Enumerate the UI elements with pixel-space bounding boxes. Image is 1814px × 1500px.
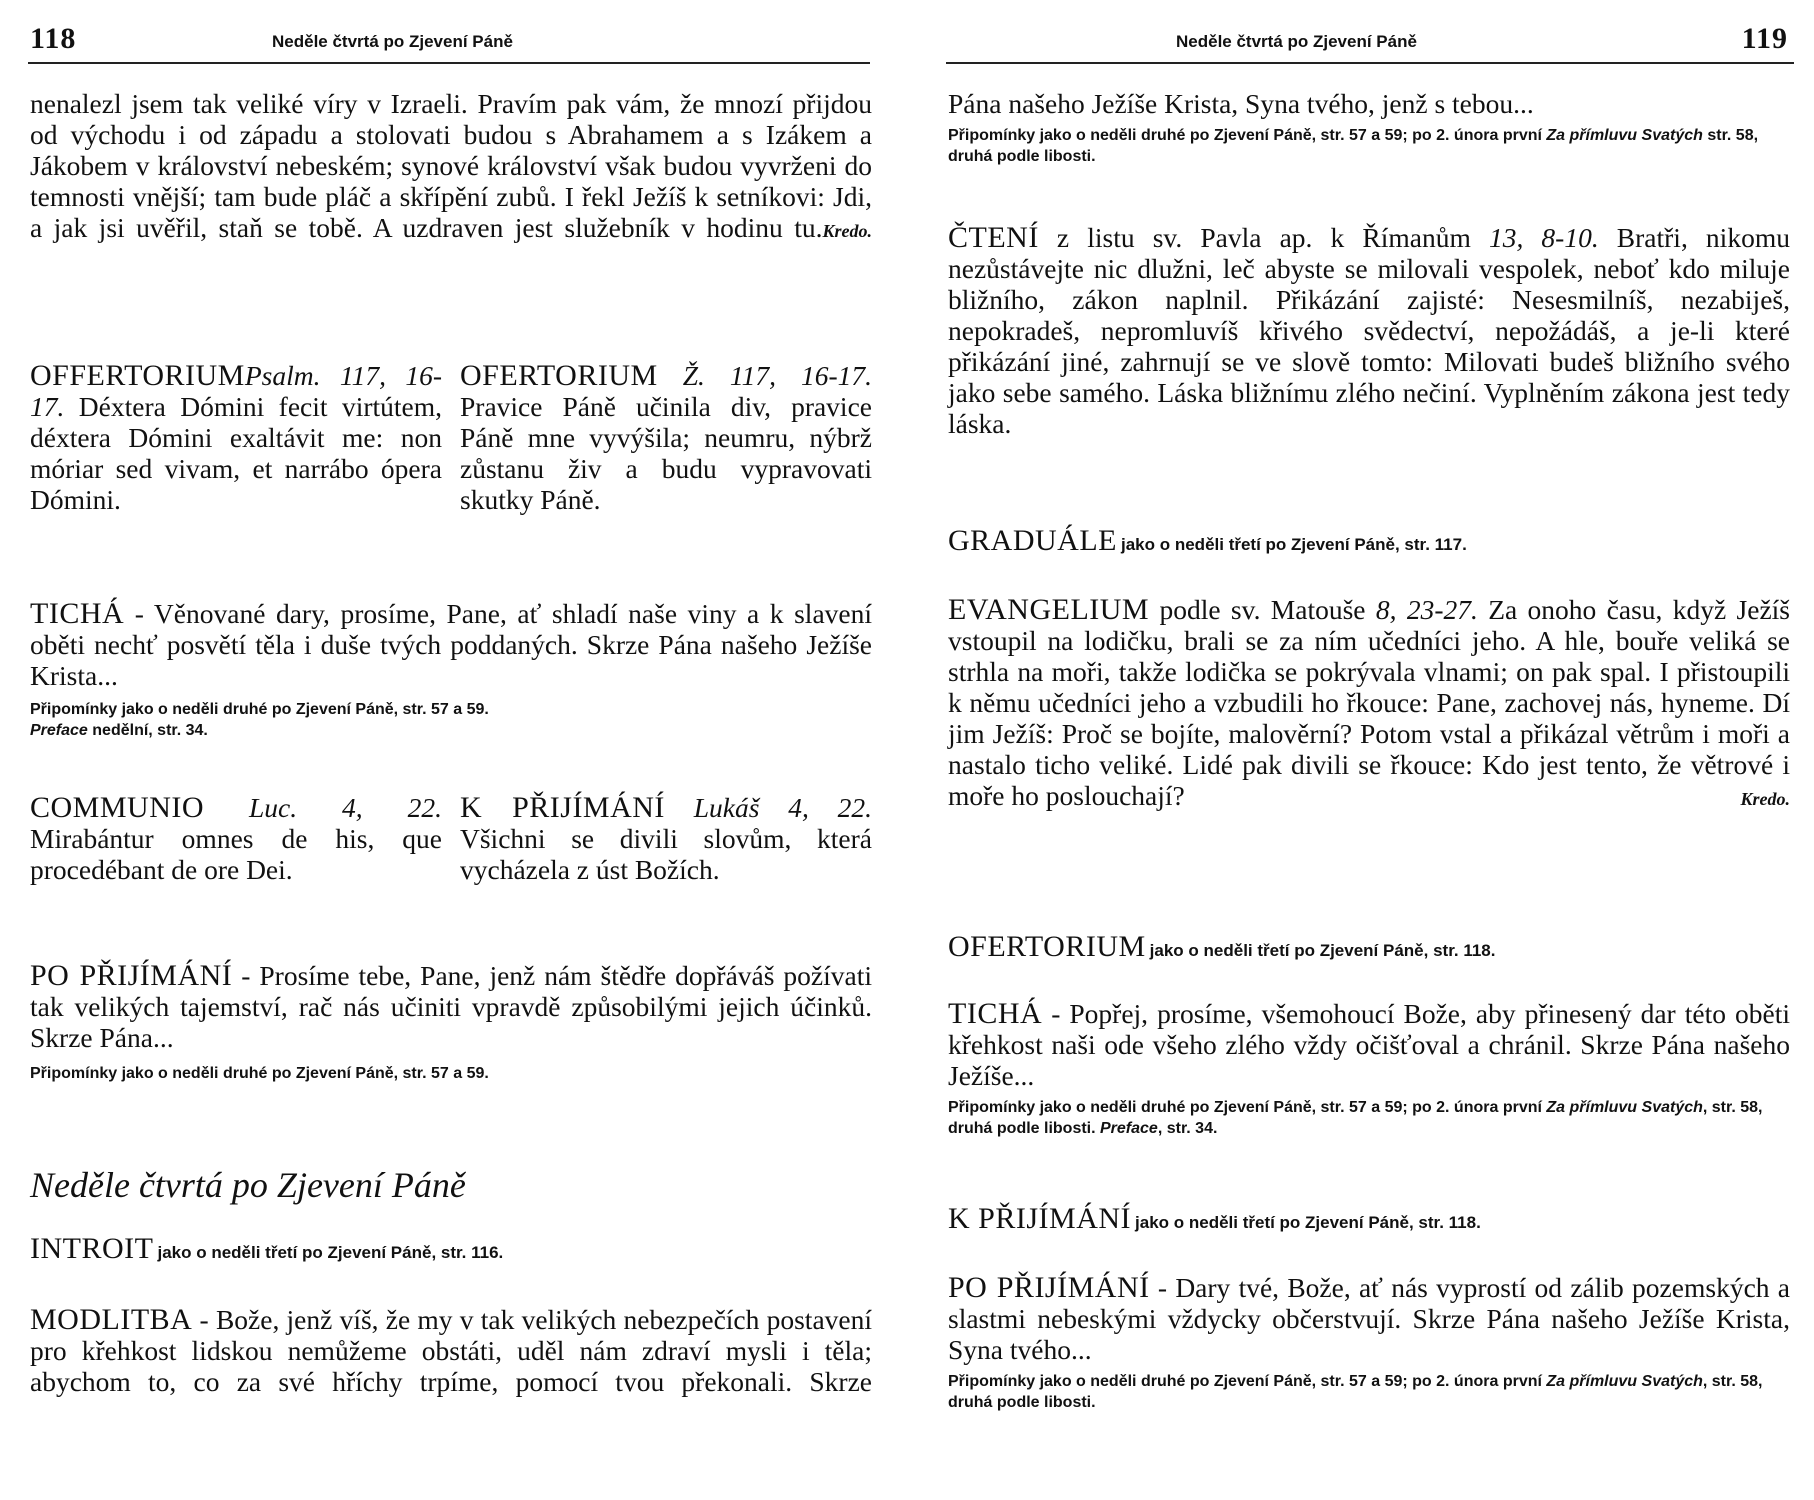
communio-czech-ref: Lukáš 4, 22.: [693, 792, 873, 823]
ticha-note-2: nedělní, str. 34.: [87, 722, 208, 739]
po-prijimani-lead: PO PŘIJÍMÁNÍ: [30, 959, 233, 992]
modlitba-note-b: str. 58, druhá podle libosti.: [948, 127, 1759, 165]
ticha-note-1: Připomínky jako o neděli druhé po Zjevení Páně, str. 57 a 59.: [30, 701, 489, 718]
communio-block: [30, 792, 872, 885]
po-prijimani-block: [948, 1272, 1790, 1413]
offertorium-czech-text: Pravice Páně učinila div, pravice Páně mne vyvýšila; neumru, nýbrž zůstanu živ a budu vypravovati skutky Páně.: [460, 391, 872, 515]
modlitba-text: - Bože, jenž víš, že my v tak velikých nebezpečích postavení pro křehkost lidskou nemůžeme obstáti, uděl nám zdraví mysli i těla; abychom to, co za své hříchy trpíme, pomocí tvou překonali. Skrze: [30, 1304, 872, 1397]
right-page: [914, 0, 1814, 1500]
cteni-ref: 13, 8-10.: [1488, 222, 1599, 253]
ticha-text: - Popřej, prosíme, všemohoucí Bože, aby přinesený dar této oběti křehkost naši ode všeho zlého vždy očišťoval a chránil. Skrze Pána našeho Ježíše...: [948, 998, 1790, 1091]
kredo-mark: Kredo.: [822, 221, 872, 241]
po-prijimani-text: - Prosíme tebe, Pane, jenž nám štědře dopřáváš požívati tak velikých tajemství, rač nás učiniti vpravdě způsobilými jejich účinků. Skrze Pána...: [30, 960, 872, 1053]
ticha-note-italic: Za přímluvu Svatých: [1546, 1099, 1703, 1116]
po-prijimani-note-italic: Za přímluvu Svatých: [1546, 1373, 1703, 1390]
offertorium-czech: [460, 360, 872, 515]
offertorium-latin-ref: Psalm. 117, 16-17.: [30, 360, 442, 422]
left-page: [0, 0, 900, 1500]
po-prijimani-text: - Dary tvé, Bože, ať nás vyprostí od zálib pozemských a slastmi nebeskými vždycky občerstvují. Skrze Pána našeho Ježíše Krista, Syna tvého...: [948, 1272, 1791, 1365]
evangelium-ref: 8, 23-27.: [1375, 594, 1478, 625]
modlitba-lead: MODLITBA: [30, 1303, 193, 1336]
communio-latin-text: Mirabántur omnes de his, que procedébant de ore Dei.: [30, 823, 442, 885]
ticha-note-preface: Preface: [1100, 1120, 1158, 1137]
communio-czech: [460, 792, 872, 885]
graduale-text: jako o neděli třetí po Zjevení Páně, str. 117.: [1121, 535, 1467, 554]
modlitba-end-text: Pána našeho Ježíše Krista, Syna tvého, jenž s tebou...: [948, 88, 1534, 119]
communio-czech-lead: K PŘIJÍMÁNÍ: [460, 791, 665, 824]
cteni-intro: z listu sv. Pavla ap. k Římanům: [1038, 222, 1489, 253]
introit-text: jako o neděli třetí po Zjevení Páně, str. 116.: [157, 1243, 504, 1262]
left-page-header: [28, 22, 870, 64]
gospel-end: [30, 88, 872, 247]
ticha-note-a: Připomínky jako o neděli druhé po Zjevení Páně, str. 57 a 59; po 2. února první: [948, 1099, 1547, 1116]
communio-czech-text: Všichni se divili slovům, která vycházela z úst Božích.: [460, 823, 872, 885]
ticha-note-c: , str. 34.: [1157, 1120, 1218, 1137]
offertorium-czech-ref: Ž. 117, 16-17.: [682, 360, 872, 391]
evangelium-text: Za onoho času, když Ježíš vstoupil na lodičku, brali se za ním učedníci jeho. A hle, bouře veliká se strhla na moři, takže lodička se pokrývala vlnami; on pak spal. I přistoupili k němu učedníci jeho a vzbudili ho řkouce: Pane, zachovej nás, hyneme. Dí jim Ježíš: Proč se bojíte, malověrní? Potom vstal a přikázal větrům i moři a nastalo ticho veliké. Lidé pak divili se řkouce: Kdo jest tento, že větrové i moře ho poslouchají?: [948, 594, 1790, 811]
communio-latin-lead: COMMUNIO: [30, 791, 205, 824]
modlitba-block: [30, 1304, 872, 1397]
offertorium-latin-lead: OFFERTORIUM: [30, 359, 245, 392]
offertorium-latin-text: Déxtera Dómini fecit virtútem, déxtera Dómini exaltávit me: non móriar sed vivam, et narrábo ópera Dómini.: [30, 391, 442, 515]
offertorium-block: [30, 360, 872, 515]
evangelium-intro: podle sv. Matouše: [1149, 594, 1376, 625]
k-prijimani-lead: K PŘIJÍMÁNÍ: [948, 1202, 1132, 1235]
running-title: Neděle čtvrtá po Zjevení Páně: [1176, 32, 1417, 51]
ofertorium-block: [948, 930, 1790, 964]
ofertorium-lead: OFERTORIUM: [948, 930, 1146, 963]
section-heading: [30, 1164, 872, 1206]
graduale-lead: GRADUÁLE: [948, 524, 1117, 557]
po-prijimani-note-b: , str. 58, druhá podle libosti.: [948, 1373, 1763, 1411]
po-prijimani-note-a: Připomínky jako o neděli druhé po Zjevení Páně, str. 57 a 59; po 2. února první: [948, 1373, 1547, 1390]
page-number: 119: [1741, 22, 1788, 55]
modlitba-end-block: [948, 88, 1790, 167]
page-number: 118: [30, 22, 77, 55]
kredo-mark: Kredo.: [1740, 789, 1790, 809]
introit-block: [30, 1232, 872, 1266]
ticha-note-b: , str. 58, druhá podle libosti.: [948, 1099, 1763, 1137]
communio-latin-ref: Luc. 4, 22.: [248, 792, 442, 823]
ticha-lead: TICHÁ: [948, 997, 1043, 1030]
po-prijimani-block: [30, 960, 872, 1084]
ticha-block: [30, 598, 872, 741]
k-prijimani-text: jako o neděli třetí po Zjevení Páně, str. 118.: [1135, 1213, 1481, 1232]
evangelium-lead: EVANGELIUM: [948, 593, 1150, 626]
po-prijimani-note: Připomínky jako o neděli druhé po Zjevení Páně, str. 57 a 59.: [30, 1065, 489, 1082]
right-page-header: [946, 22, 1794, 64]
modlitba-note-italic: Za přímluvu Svatých: [1546, 127, 1703, 144]
gospel-end-text: nenalezl jsem tak veliké víry v Izraeli. Pravím pak vám, že mnozí přijdou od východu i od západu a stolovati budou s Abrahamem a s Izákem a Jákobem v království nebeském; synové království však budou vyvrženi do temnosti vnější; tam bude pláč a skřípění zubů. I řekl Ježíš k setníkovi: Jdi, a jak jsi uvěřil, staň se tobě. A uzdraven jest služebník v hodinu tu.: [30, 88, 872, 243]
k-prijimani-block: [948, 1202, 1790, 1236]
modlitba-note-a: Připomínky jako o neděli druhé po Zjevení Páně, str. 57 a 59; po 2. února první: [948, 127, 1547, 144]
ticha-text: - Věnované dary, prosíme, Pane, ať shladí naše viny a k slavení oběti nechť posvětí těla i duše tvých poddaných. Skrze Pána našeho Ježíše Krista...: [30, 598, 872, 691]
ticha-lead: TICHÁ: [30, 597, 125, 630]
section-heading-text: Neděle čtvrtá po Zjevení Páně: [30, 1165, 466, 1205]
graduale-block: [948, 524, 1790, 558]
po-prijimani-lead: PO PŘIJÍMÁNÍ: [948, 1271, 1150, 1304]
offertorium-czech-lead: OFERTORIUM: [460, 359, 658, 392]
running-title: Neděle čtvrtá po Zjevení Páně: [272, 32, 513, 51]
ticha-note-preface: Preface: [30, 722, 88, 739]
ofertorium-text: jako o neděli třetí po Zjevení Páně, str. 118.: [1149, 941, 1496, 960]
communio-latin: [30, 792, 442, 885]
ticha-block: [948, 998, 1790, 1139]
introit-lead: INTROIT: [30, 1232, 154, 1265]
cteni-block: [948, 222, 1790, 439]
offertorium-latin: [30, 360, 442, 515]
evangelium-block: [948, 594, 1790, 815]
cteni-lead: ČTENÍ: [948, 221, 1039, 254]
cteni-text: Bratři, nikomu nezůstávejte nic dlužni, leč abyste se milovali vespolek, neboť kdo miluje bližního, zákon naplnil. Přikázání zajisté: Nesesmilníš, nezabiješ, nepokradeš, nepromluvíš křivého svědectví, nepožádáš, a je-li které přikázání jiné, zahrnují se ve slově tomto: Milovati budeš bližního svého jako sebe samého. Láska bližnímu zlého nečiní. Vyplněním zákona jest tedy láska.: [948, 222, 1790, 439]
